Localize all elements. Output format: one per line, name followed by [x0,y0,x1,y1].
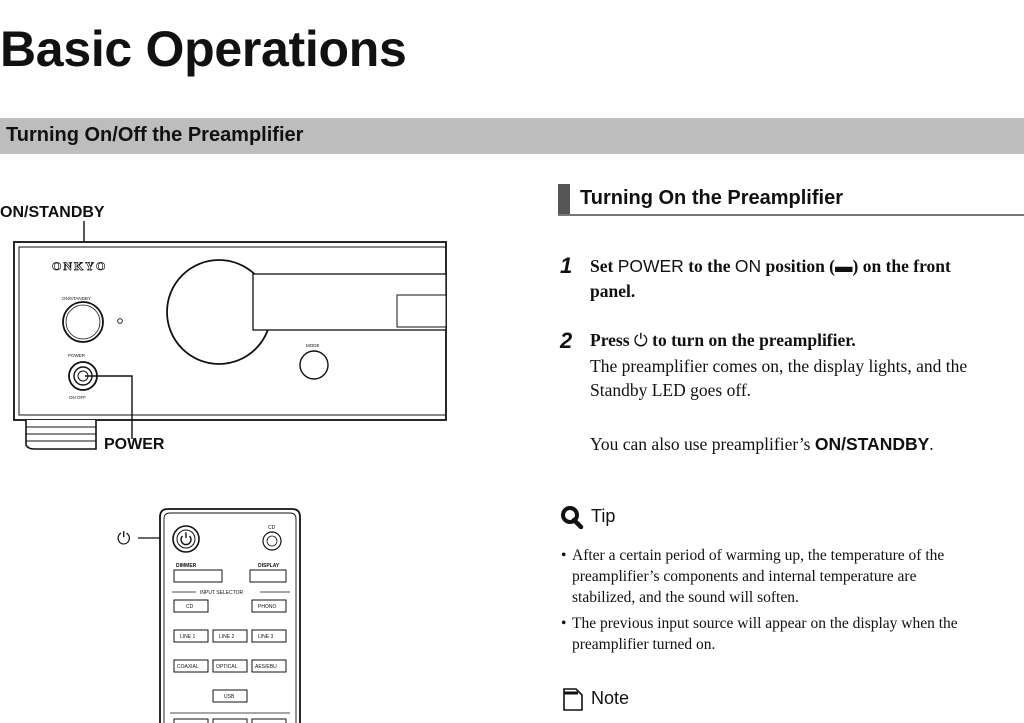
panel-power-text: POWER [68,353,86,358]
remote-standby-callout-symbol: ⏻ [117,529,131,548]
magnifier-icon [560,505,584,529]
on-standby-callout-label: ON/STANDBY [0,204,105,221]
svg-text:AES/EBU: AES/EBU [255,664,277,670]
svg-text:OPTICAL: OPTICAL [216,664,238,670]
svg-text:CD: CD [268,525,276,531]
step-2-number: 2 [560,328,573,353]
remote-dimmer-button [174,570,222,582]
panel-on-off-text: ON OFF [69,395,86,400]
remote-cd-power-button [263,532,281,550]
step-2-description: The preamplifier comes on, the display lights, and the Standby LED goes off. [590,356,968,400]
svg-text:CD: CD [186,604,194,610]
subsection-heading-marker [558,184,570,214]
step-1-text: Set POWER to the ON position (▬) on the front panel. [590,256,951,301]
remote-display-button [250,570,286,582]
section-title: Turning On/Off the Preamplifier [6,124,304,146]
note-document-icon [562,687,584,711]
brand-logo: ONKYO [52,259,108,273]
subsection-title: Turning On the Preamplifier [580,187,843,209]
remote-controller-illustration [130,505,310,723]
svg-text:LINE 3: LINE 3 [258,634,274,640]
tip-item-2: • The previous input source will appear on the display when the preamplifier turned on. [561,615,958,653]
subsection-heading [558,184,1024,216]
page-title: Basic Operations [0,21,407,77]
standby-symbol-icon: ⏻ [633,330,648,350]
svg-text:COAXIAL: COAXIAL [177,664,199,670]
svg-text:LINE 2: LINE 2 [219,634,235,640]
tip-item-1: • After a certain period of warming up, the temperature of the preamplifier’s components and internal temperature are stabilized, and the sound will soften. [561,547,945,606]
section-header-bar [0,118,1024,154]
standby-led [118,319,123,324]
step-2-text: Press ⏻ to turn on the preamplifier. [590,330,856,350]
step-1-number: 1 [560,253,573,278]
panel-mode-text: MODE [306,343,320,348]
front-panel-illustration [0,215,450,455]
svg-text:INPUT SELECTOR: INPUT SELECTOR [200,590,244,596]
svg-text:USB: USB [224,694,235,700]
power-callout-label: POWER [104,436,165,453]
panel-on-standby-text: ON/STANDBY [62,296,91,301]
mode-knob [300,351,328,379]
svg-text:DIMMER: DIMMER [176,563,197,569]
svg-text:PHONO: PHONO [258,604,277,610]
svg-text:LINE 1: LINE 1 [180,634,196,640]
step-2-extra: You can also use preamplifier’s ON/STANDBY. [590,434,934,454]
svg-text:DISPLAY: DISPLAY [258,563,280,569]
on-standby-button [63,302,103,342]
